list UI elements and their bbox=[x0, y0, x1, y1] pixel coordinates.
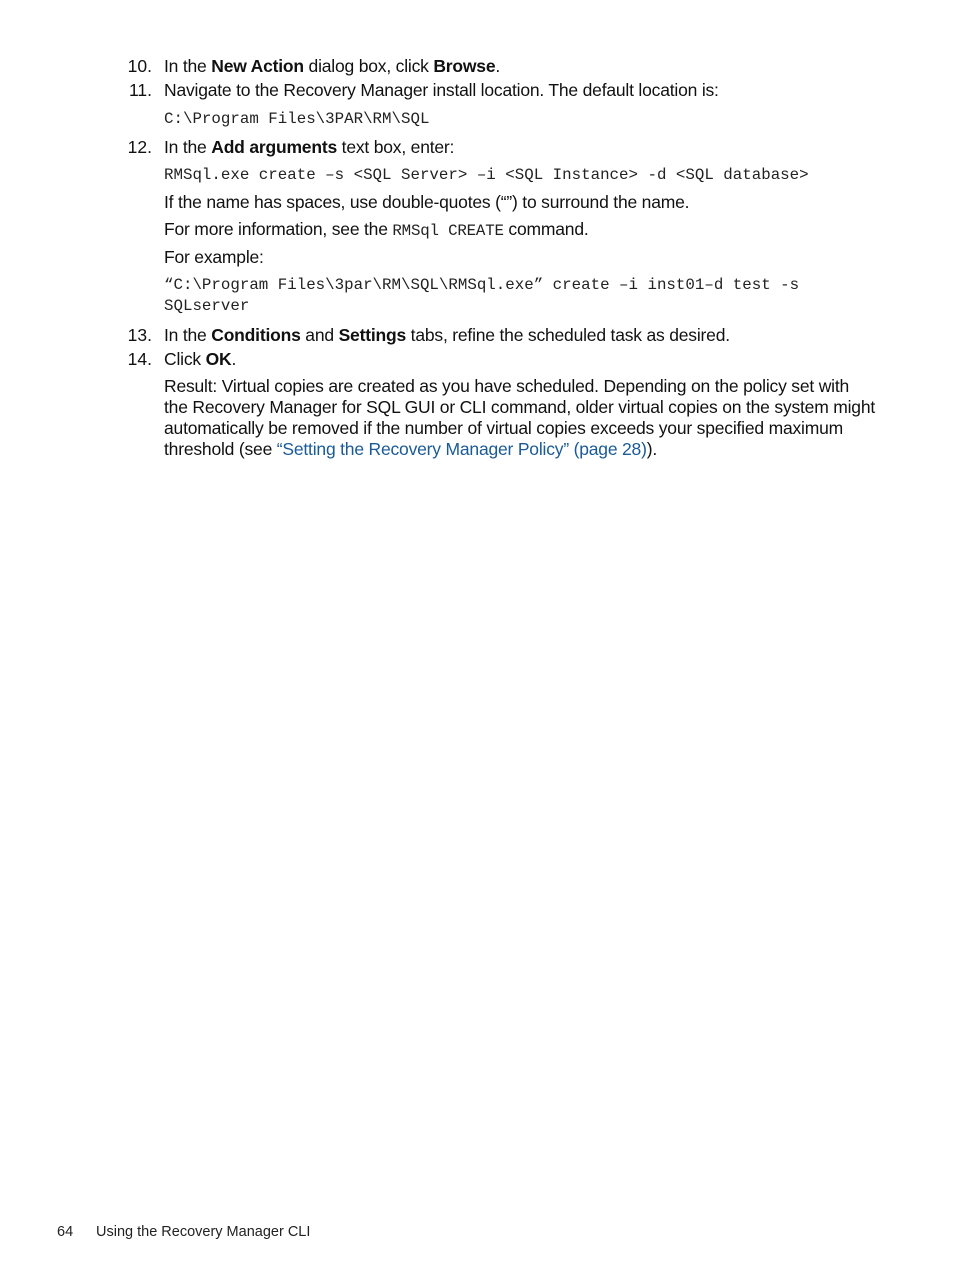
step-14-number: 14. bbox=[127, 349, 152, 369]
rmsql-command-code: RMSql.exe create –s <SQL Server> –i <SQL Instance> -d <SQL database> bbox=[164, 166, 809, 184]
example-code-line-2: SQLserver bbox=[164, 297, 250, 315]
ok-term: OK bbox=[205, 349, 232, 369]
step-11-text: Navigate to the Recovery Manager install location. The default location is: bbox=[164, 80, 719, 100]
footer-section-title: Using the Recovery Manager CLI bbox=[96, 1224, 311, 1240]
page-number: 64 bbox=[57, 1224, 74, 1240]
install-path-code: C:\Program Files\3PAR\RM\SQL bbox=[164, 110, 430, 128]
step-12-number: 12. bbox=[127, 137, 152, 157]
step-13-number: 13. bbox=[127, 325, 152, 345]
settings-term: Settings bbox=[338, 325, 406, 345]
add-arguments-term: Add arguments bbox=[211, 137, 337, 157]
result-line-3: automatically be removed if the number of virtual copies exceeds your specified maximum bbox=[164, 418, 844, 438]
more-info-text: For more information, see the RMSql CREATE command. bbox=[164, 219, 589, 240]
step-12-text: In the Add arguments text box, enter: bbox=[164, 137, 455, 157]
step-10-number: 10. bbox=[127, 56, 152, 76]
step-10-text: In the New Action dialog box, click Browse. bbox=[164, 56, 501, 76]
browse-term: Browse bbox=[433, 56, 496, 76]
result-line-4: threshold (see “Setting the Recovery Manager Policy” (page 28)). bbox=[164, 439, 658, 459]
result-line-1: Result: Virtual copies are created as you have scheduled. Depending on the policy set with bbox=[164, 376, 850, 396]
new-action-term: New Action bbox=[211, 56, 304, 76]
step-11-number: 11. bbox=[128, 80, 152, 100]
example-code-line-1: “C:\Program Files\3par\RM\SQL\RMSql.exe” create –i inst01–d test -s bbox=[164, 276, 800, 294]
step-13-text: In the Conditions and Settings tabs, refine the scheduled task as desired. bbox=[164, 325, 730, 345]
result-line-2: the Recovery Manager for SQL GUI or CLI command, older virtual copies on the system might bbox=[164, 397, 876, 417]
example-label: For example: bbox=[164, 247, 264, 267]
rmsql-create-code: RMSql CREATE bbox=[392, 222, 504, 240]
policy-page-link[interactable]: “Setting the Recovery Manager Policy” (page 28) bbox=[276, 439, 647, 459]
conditions-term: Conditions bbox=[211, 325, 301, 345]
spaces-note: If the name has spaces, use double-quotes (“”) to surround the name. bbox=[164, 192, 690, 212]
step-14-text: Click OK. bbox=[164, 349, 237, 369]
